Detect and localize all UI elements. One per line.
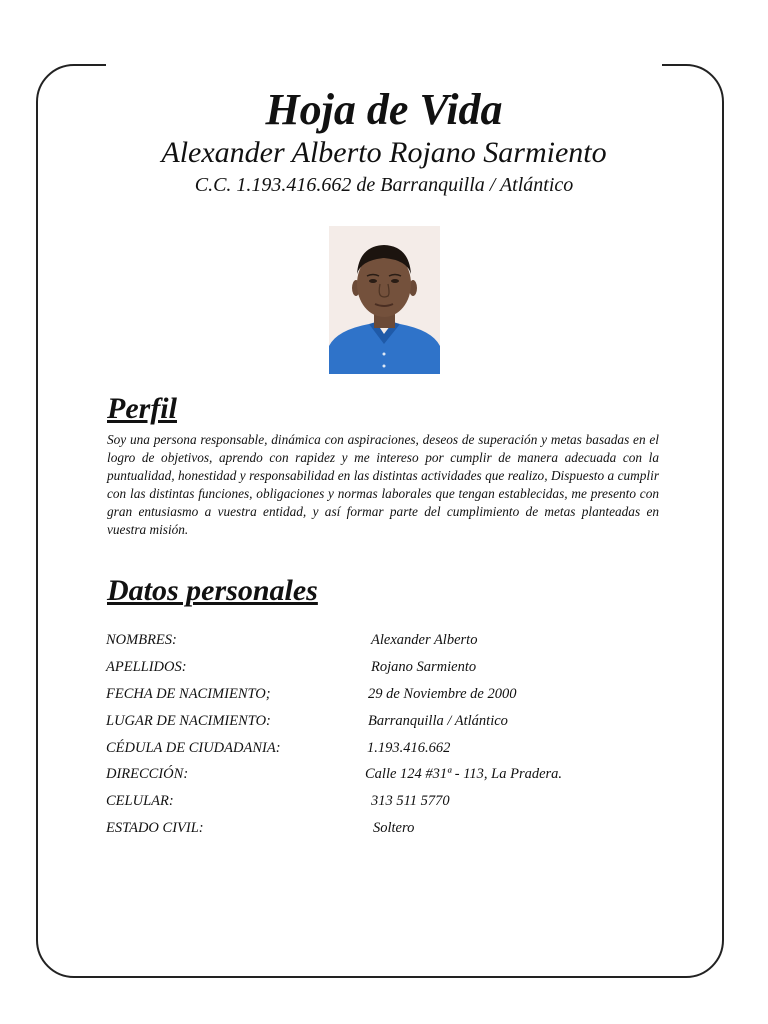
datos-row-nombres xyxy=(106,632,666,652)
portrait-image xyxy=(329,226,440,374)
datos-value: 29 de Noviembre de 2000 xyxy=(368,686,517,702)
datos-row-direccion xyxy=(106,766,666,786)
perfil-text: Soy una persona responsable, dinámica con aspiraciones, deseos de superación y metas basadas en el logro de objetivos, aprendo con rapidez y me intereso por cumplir de manera adecuada con la puntualidad, honestidad y responsabilidad en las distintas actividades que realizo, Dispuesto a cumplir con las distintas funciones, obligaciones y normas laborales que tengan establecidas, me presento con gran entusiasmo a vuestra entidad, y así formar parte del cumplimiento de metas planteadas en vuestra misión. xyxy=(107,432,659,537)
datos-label: CÉDULA DE CIUDADANIA: xyxy=(106,740,281,756)
datos-value: Alexander Alberto xyxy=(371,632,478,648)
datos-label: LUGAR DE NACIMIENTO: xyxy=(106,713,271,729)
datos-label: CELULAR: xyxy=(106,793,174,809)
id-line: C.C. 1.193.416.662 de Barranquilla / Atlántico xyxy=(194,174,574,196)
profile-photo xyxy=(329,226,440,374)
page-title: Hoja de Vida xyxy=(265,85,503,134)
border-gap xyxy=(106,58,662,72)
datos-label: NOMBRES: xyxy=(106,632,177,648)
datos-value: Rojano Sarmiento xyxy=(371,659,477,675)
datos-value: Soltero xyxy=(373,820,415,836)
datos-row-estado-civil xyxy=(106,820,666,840)
datos-value: 1.193.416.662 xyxy=(367,740,451,756)
datos-row-apellidos xyxy=(106,659,666,679)
datos-label: ESTADO CIVIL: xyxy=(106,820,204,836)
datos-row-cedula xyxy=(106,740,666,760)
datos-value: 313 511 5770 xyxy=(371,793,450,809)
datos-value: Barranquilla / Atlántico xyxy=(368,713,508,729)
datos-label: FECHA DE NACIMIENTO; xyxy=(106,686,271,702)
datos-label: APELLIDOS: xyxy=(106,659,187,675)
datos-row-lugar-nacimiento xyxy=(106,713,666,733)
datos-personales-heading: Datos personales xyxy=(107,574,318,607)
datos-label: DIRECCIÓN: xyxy=(106,766,189,782)
datos-row-celular xyxy=(106,793,666,813)
perfil-heading: Perfil xyxy=(107,392,177,425)
datos-row-fecha-nacimiento xyxy=(106,686,666,706)
full-name: Alexander Alberto Rojano Sarmiento xyxy=(161,136,607,169)
datos-value: Calle 124 #31ª - 113, La Pradera. xyxy=(365,766,563,782)
